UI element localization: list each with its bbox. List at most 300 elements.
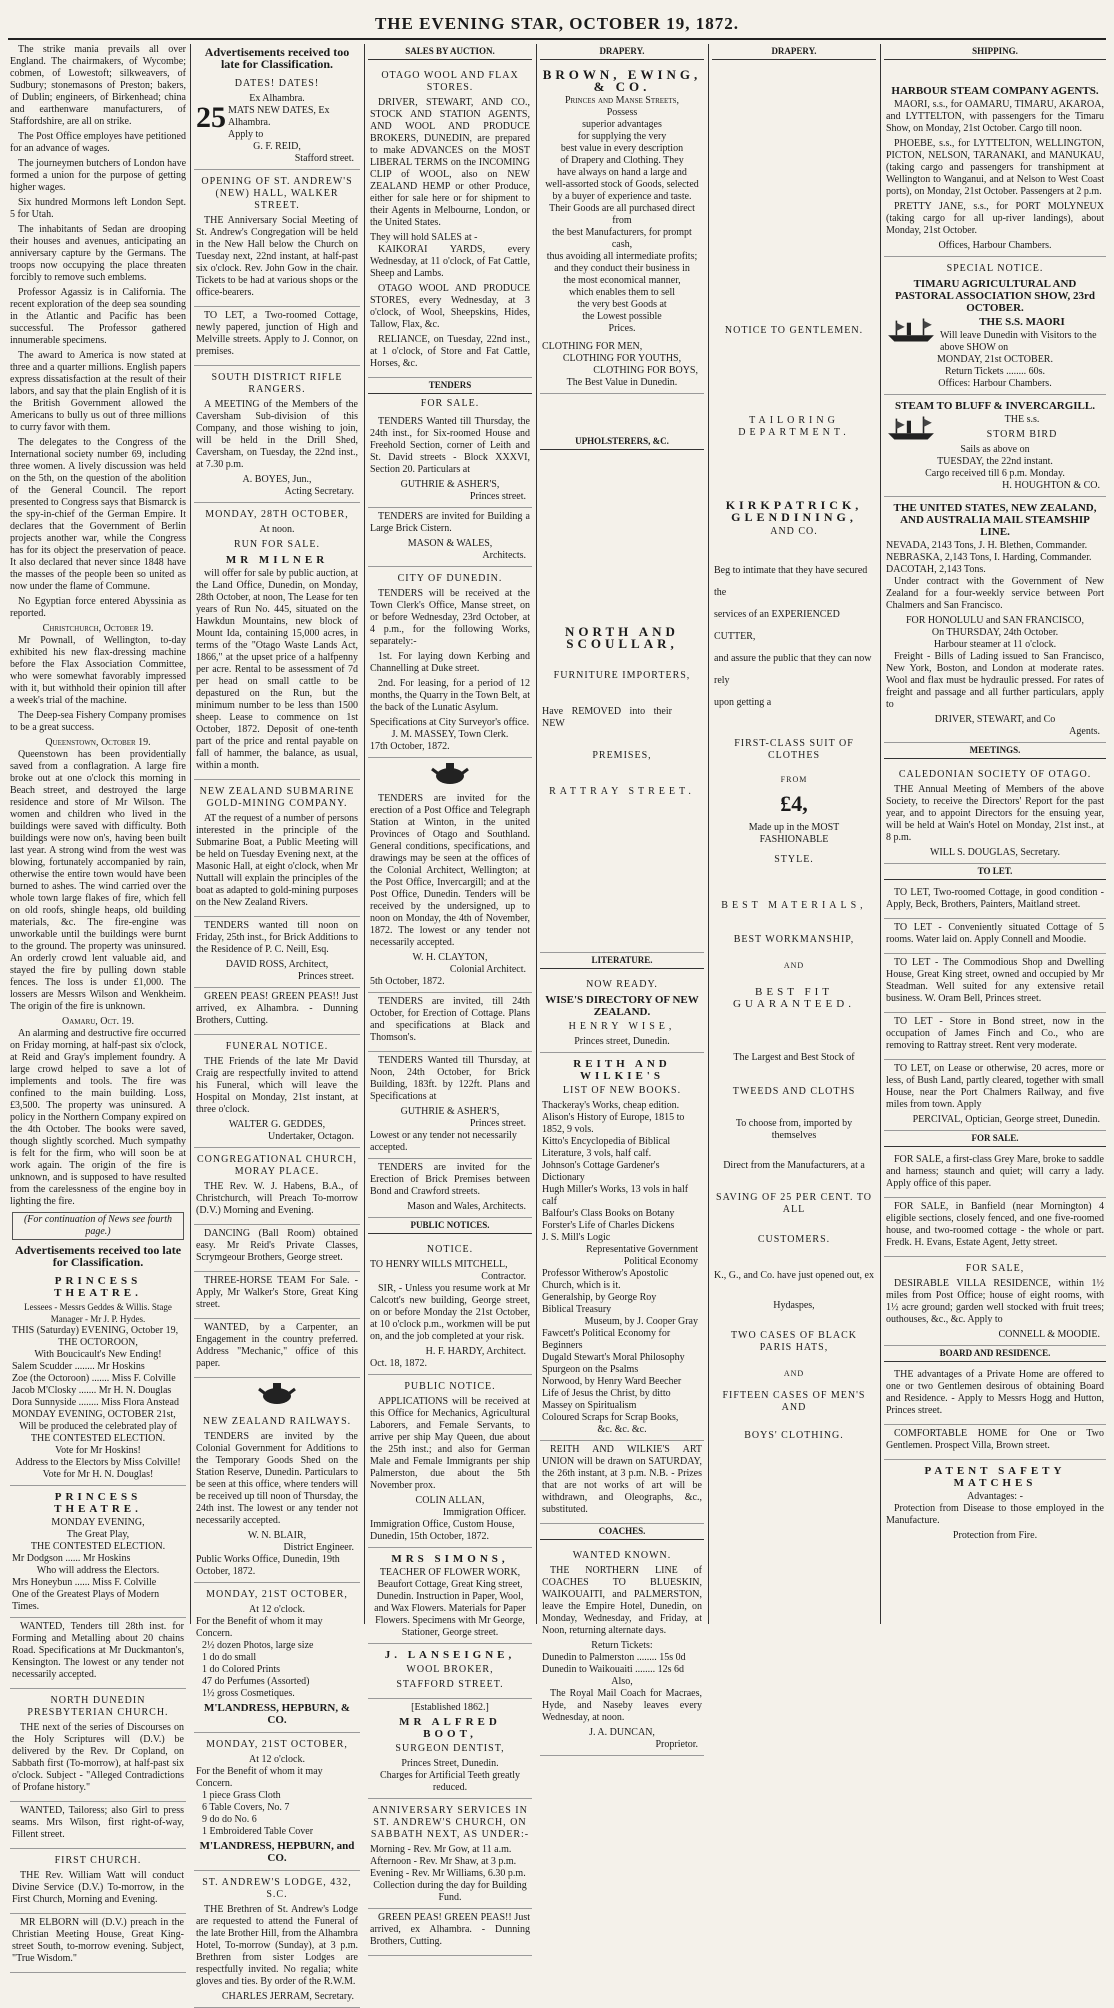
ad-text: FOR HONOLULU and SAN FRANCISCO, (905, 615, 1085, 626)
ad-line: Prices. (608, 323, 636, 334)
ad-sign: PERCIVAL, Optician, George street, Dunedin. (912, 1114, 1100, 1125)
ad-title: MR ALFRED BOOT, (399, 1716, 501, 1740)
ad-text: Have REMOVED into their NEW (542, 706, 672, 729)
list-item: 2nd. For leasing, for a period of 12 months, the Quarry in the Town Belt, at the back of the Lunatic Asylum. (370, 678, 530, 713)
ad-line: the Lowest possible (582, 311, 662, 322)
meeting-ad (194, 366, 360, 503)
list-item: Evening - Rev. Mr Williams, 6.30 p.m. (370, 1868, 526, 1879)
ad-text: APPLICATIONS will be received at this Office for Mechanics, Agricultural Laborers, and Female Servants, to arrive per ship May Queen, due about the 25th inst.; and also for German Male and Female Immigrants per ship Palmerston, due about the 5th November prox. (370, 1396, 530, 1491)
list-item: Massey on Spiritualism (542, 1400, 637, 1411)
column-divider (536, 44, 537, 1624)
wanted-ad (10, 1802, 186, 1849)
ad-line: Dora Sunnyside ........ Miss Flora Anstead (12, 1397, 179, 1408)
ad-sign: J. M. MASSEY, Town Clerk. (391, 729, 509, 740)
news-item: The journeymen butchers of London have formed a union for the purpose of getting higher wages. (10, 158, 187, 193)
ad-text: Under contract with the Government of New Zealand for a four-weekly service between Port Chalmers and San Francisco. (886, 576, 1104, 611)
ad-line: the most economical manner, (563, 275, 681, 286)
ad-line: Mr Dodgson ...... Mr Hoskins (12, 1553, 131, 1564)
ad-text: TENDERS will be received at the Town Clerk's Office, Manse street, on or before Wednesday, 23rd October, at 4 p.m., for the following Works, separately:- (370, 588, 530, 647)
list-item: 9 do do No. 6 (202, 1814, 257, 1825)
ad-line: CLOTHING FOR BOYS, (593, 365, 698, 376)
ad-text: TWO CASES OF BLACK PARIS HATS, (730, 1330, 858, 1353)
steamship-icon (886, 316, 936, 344)
board-ad (884, 1425, 1106, 1460)
ad-line: The Best Value in Dunedin. (566, 377, 678, 388)
ad-sign: W. N. BLAIR, (247, 1530, 307, 1541)
section-heading: Advertisements received too late for Classification. (14, 1243, 182, 1269)
section-heading: BOARD AND RESIDENCE. (884, 1346, 1106, 1362)
ad-text: CUSTOMERS. (757, 1234, 831, 1245)
ad-line: With Boucicault's New Ending! (34, 1349, 162, 1360)
list-item: Representative Government (586, 1244, 698, 1255)
ad-title: CONGREGATIONAL CHURCH, MORAY PLACE. (197, 1154, 357, 1177)
ad-text: TO LET - Store in Bond street, now in the occupation of James Finch and Co., who are removing to Rattray street. Rent very moderate. (886, 1016, 1104, 1051)
church-ad (10, 1849, 186, 1914)
ad-text: DACOTAH, 2,143 Tons. (886, 564, 986, 575)
news-item: The award to America is now stated at three and a quarter millions. English papers express dissatisfaction at the result of their labors, and say that the plain English of it is the British Government allowed the Americans to bully us out of three millions to curry favor with them. (10, 350, 186, 433)
ad-line: Will be produced the celebrated play of (19, 1421, 177, 1432)
to-let-ad (884, 884, 1106, 919)
news-item: No Egyptian force entered Abyssinia as reported. (10, 596, 186, 619)
ad-title: NEW ZEALAND SUBMARINE GOLD-MINING COMPANY. (199, 786, 355, 809)
ad-text: FOR SALE, in Banfield (near Mornington) 4 eligible sections, closely fenced, and one five-roomed house, and two-roomed cottage - the whole or part. Fredk. H. Evans, Estate Agent, Jetty street. (886, 1201, 1104, 1248)
list-item: Forster's Life of Charles Dickens (542, 1220, 675, 1231)
news-item: The delegates to the Congress of the International society number 69, including three women. A lively discussion was held on the 5th, on the question of the abolition of the General Council. The report presented to Congress says that Bismarck is the spy-in-chief of the German Empire. It declares that the Government of Berlin projects another war, while the Congress has for its object the preservation of peace. It also declared that never since 1848 have the masses of the people been so united as now under the flame of Commune. (10, 437, 186, 592)
ad-title: KIRKPATRICK, GLENDINING, (725, 498, 863, 524)
list-item: 1st. For laying down Kerbing and Channelling at Duke street. (370, 651, 530, 674)
section-heading: TENDERS (368, 378, 532, 394)
ad-line: Address to the Electors by Miss Colville! (15, 1457, 181, 1468)
ad-title: SOUTH DISTRICT RIFLE RANGERS. (211, 372, 343, 395)
ad-date: MONDAY, 21ST OCTOBER, (206, 1589, 348, 1600)
ad-text: The Largest and Best Stock of (733, 1052, 855, 1063)
ad-sign: CHARLES JERRAM, Secretary. (221, 1991, 354, 2002)
list-item: J. S. Mill's Logic (542, 1232, 611, 1243)
ad-line: THE OCTOROON, (58, 1337, 138, 1348)
ad-line: Possess (606, 107, 638, 118)
ad-text: MONDAY, 21st OCTOBER. (937, 354, 1053, 365)
ad-sign: WILL S. DOUGLAS, Secretary. (929, 847, 1061, 858)
ad-text: BEST MATERIALS, (721, 900, 867, 911)
ad-text: TENDERS are invited by the Colonial Government for Additions to the Temporary Goods Shed on the Station Reserve, Dunedin. Particulars to be seen at this office, where tenders will be received up till noon of Thursday, the 24th inst. The lowest or any tender not necessarily accepted. (196, 1431, 358, 1526)
ad-text: THE s.s. (1004, 414, 1040, 425)
ad-text: TO HENRY WILLS MITCHELL, (370, 1259, 508, 1270)
ad-line: superior advantages (582, 119, 662, 130)
ad-text: Princes Street, Dunedin. (401, 1758, 499, 1769)
ad-title: NOTICE TO GENTLEMEN. (724, 325, 864, 336)
list-item: Morning - Rev. Mr Gow, at 11 a.m. (370, 1844, 512, 1855)
wanted-ad (194, 1319, 360, 1378)
news-item: Queenstown has been providentially saved from a conflagration. A large fire broke out at one o'clock this morning in Beach street, and destroyed the large residence and store of Mr Wilson. The women and children who lived in the buildings were saved with difficulty. Both buildings were now on's, having been built last year. A strong wind from the west was blowing, fortunately accompanied by rain, otherwise the entire town would have been burned to ashes. The wind carried over the whole town large flakes of fire, which fell on old roofs, shingle heaps, old building materials, &c. The fire-engine was unworkable until the buildings were burnt to the ground. The property was uninsured. An orderly crowd lent valuable aid, and stayed the fire by pulling down stable fences. The loss is under £1,000. The lossers are Messrs Wilson and Wenkheim. The origin of the fire is unknown. (10, 749, 186, 1012)
tender-ad (368, 790, 532, 993)
ad-text: GREEN PEAS! GREEN PEAS!! Just arrived, ex Alhambra. - Dunning Brothers, Cutting. (196, 991, 358, 1026)
ad-text: WOOL BROKER, (406, 1664, 494, 1675)
ad-line: upon getting a (714, 697, 772, 708)
ad-sign: Offices, Harbour Chambers. (938, 240, 1052, 251)
ad-sign: DAVID ROSS, Architect, (225, 959, 329, 970)
ad-text: REITH AND WILKIE'S ART UNION will be drawn on SATURDAY, the 26th instant, at 3 p.m. N.B. - Prizes that are not works of art will be withdrawn, and Oleographs, &c., substituted. (542, 1444, 702, 1515)
ad-title: OPENING OF ST. ANDREW'S (NEW) HALL, WALKER STREET. (201, 176, 353, 211)
church-ad (10, 1914, 186, 1973)
ad-text: DESIRABLE VILLA RESIDENCE, within 1½ miles from Post Office; house of eight rooms, with 1½ acre ground; garden well stocked with fruit trees; outhouses, &c., &c. Apply to (886, 1278, 1104, 1325)
ad-text: THE advantages of a Private Home are offered to one or two Gentlemen desirous of obtaining Board and Residence. - Apply to Messrs Hogg and Hutton, Princes street. (886, 1369, 1104, 1416)
ad-line: Salem Scudder ........ Mr Hoskins (12, 1361, 145, 1372)
ad-title: NORTH AND SCOULLAR, (565, 624, 679, 651)
ad-title: FIRST CHURCH. (54, 1855, 142, 1866)
ad-text: BEST FIT GUARANTEED. (733, 986, 855, 1010)
ad-title: BROWN, EWING, & CO. (542, 67, 702, 94)
ad-title: WANTED KNOWN. (572, 1550, 672, 1561)
drapery-ad (540, 64, 704, 394)
list-item: 1 piece Grass Cloth (202, 1790, 281, 1801)
ad-sign: Agents. (1069, 726, 1100, 737)
church-ad (368, 1799, 532, 1909)
ad-text: The Royal Mail Coach for Macraes, Hyde, and Naseby leaves every Wednesday, at noon. (542, 1688, 702, 1723)
shipping-ad (884, 497, 1106, 743)
tender-ad (368, 993, 532, 1052)
list-item: 1 Embroidered Table Cover (202, 1826, 314, 1837)
ad-sign: Colonial Architect. (449, 964, 526, 975)
ad-text: TENDERS are invited for the Erection of Brick Premises between Bond and Crawford streets. (370, 1162, 530, 1197)
section-heading: SALES BY AUCTION. (368, 44, 532, 60)
ad-line: of Drapery and Clothing. They (560, 155, 684, 166)
ad-sign: CONNELL & MOODIE. (998, 1329, 1100, 1340)
news-item: An alarming and destructive fire occurred on Friday morning, at half-past six o'clock, at Reid and Gray's implement foundry. A large crowd helped to save a lot of implements and tools. The fire was confined to the main building. Loss, £3,500. The property was uninsured. A policy in the Northern Company expired on the 4th October. The books were saved, though slightly scorched. Much sympathy is felt for the firm, who will soon be at work again. The origin of the fire is unknown, and is supposed to have resulted from the carelessness of the engine boy in lighting the fire. (10, 1028, 186, 1207)
ad-text: At 12 o'clock. (249, 1604, 305, 1615)
theatre-ad (10, 1486, 186, 1618)
ad-text: Made up in the MOST FASHIONABLE (748, 822, 840, 845)
ad-title: ST. ANDREW'S LODGE, 432, S.C. (202, 1877, 352, 1900)
list-item: Kitto's Encyclopedia of Biblical Literature, 3 vols, half calf. (542, 1136, 671, 1159)
ad-title: THE UNITED STATES, NEW ZEALAND, AND AUSTRALIA MAIL STEAMSHIP LINE. (893, 502, 1097, 538)
ad-title: REITH AND WILKIE'S (573, 1058, 671, 1082)
news-item: Professor Agassiz is in California. The recent exploration of the deep sea sounding in the Atlantic and Pacific has been successful. The Professor gathered innumerable specimens. (10, 287, 186, 346)
section-heading: MEETINGS. (884, 743, 1106, 759)
list-item: 2½ dozen Photos, large size (202, 1640, 314, 1651)
list-item: 6 Table Covers, No. 7 (202, 1802, 290, 1813)
lodge-ad (194, 1871, 360, 2008)
ad-title: NEW ZEALAND RAILWAYS. (202, 1416, 352, 1427)
ad-text: TENDERS wanted till noon on Friday, 25th inst., for Brick Additions to the Residence of P. C. Neill, Esq. (196, 920, 358, 955)
ad-text: FIRST-CLASS SUIT OF CLOTHES (734, 738, 854, 761)
broker-ad (368, 1644, 532, 1699)
ad-text: THE NORTHERN LINE of COACHES TO BLUESKIN, WAIKOUAITI, and PALMERSTON, leave the Empire Hotel, Dunedin, on Monday, Wednesday, and Friday, at Noon, returning alternate days. (542, 1565, 702, 1636)
ad-title: WISE'S DIRECTORY OF NEW ZEALAND. (545, 994, 699, 1018)
ad-title: MR MILNER (225, 554, 329, 566)
tender-ad (368, 1159, 532, 1218)
ad-text: FOR SALE, a first-class Grey Mare, broke to saddle and harness; staunch and quiet; will carry a lady. Apply office of this paper. (886, 1154, 1104, 1189)
ad-line: CLOTHING FOR MEN, (542, 341, 643, 352)
ad-text: THE next of the series of Discourses on the Holy Scriptures will (D.V.) be delivered by the Rev. Dr Copland, on Sabbath first (To-morrow), at half-past six o'clock. Subject - "Alleged Contradictions of Profane history." (12, 1722, 184, 1793)
list-item: Coloured Scraps for Scrap Books, (542, 1412, 679, 1423)
ad-sign: A. BOYES, Jun., (242, 474, 312, 485)
art-union-ad (540, 1441, 704, 1524)
ad-line: THE CONTESTED ELECTION. (30, 1541, 166, 1552)
ad-text: They will hold SALES at - (370, 232, 478, 243)
ad-text: Harbour steamer at 11 o'clock. (933, 639, 1057, 650)
ad-text: MAORI, s.s., for OAMARU, TIMARU, AKAROA, and LYTTELTON, with passengers for the Timaru Show, on Monday, 21st October. Cargo till noon. (886, 99, 1104, 134)
section-heading: COACHES. (540, 1524, 704, 1540)
ad-text: BOYS' CLOTHING. (744, 1430, 844, 1441)
ad-text: For the Benefit of whom it may Concern. (196, 1616, 323, 1639)
ad-text: WANTED, Tailoress; also Girl to press seams. Mrs Wilson, first right-of-way, Fillent street. (12, 1805, 184, 1840)
ad-line: Mrs Honeybun ...... Miss F. Colville (12, 1577, 157, 1588)
ad-text: NOW READY. (586, 979, 658, 990)
ad-line: Zoe (the Octoroon) ....... Miss F. Colville (12, 1373, 176, 1384)
column-1 (10, 44, 187, 1964)
theatre-ad (10, 1270, 186, 1486)
list-item: Museum, by J. Cooper Gray (584, 1316, 698, 1327)
ad-text: FROM (780, 775, 808, 784)
sale-ad (884, 1151, 1106, 1198)
ad-line: services of an EXPERIENCED CUTTER, (714, 609, 840, 642)
ad-text: KAIKORAI YARDS, every Wednesday, at 11 o'clock, of Fat Cattle, Sheep and Lambs. (370, 244, 530, 279)
meeting-ad (884, 763, 1106, 864)
ad-text: Contractor. (481, 1271, 526, 1282)
masthead-rule (8, 38, 1106, 40)
ad-text: FIFTEEN CASES OF MEN'S AND (722, 1390, 866, 1413)
ad-text: Also, (611, 1676, 633, 1687)
ad-text: THE Rev. William Watt will conduct Divine Service (D.V.) To-morrow, in the First Church, Morning and Evening. (12, 1870, 184, 1905)
to-let-ad (884, 919, 1106, 954)
auction-ad (368, 64, 532, 378)
news-item: The inhabitants of Sedan are drooping their houses and avenues, anticipating an anniversary capture by the Germans. The troops now occupying the place threaten forcibly to remove such emblems. (10, 224, 186, 283)
tender-ad (10, 1618, 186, 1689)
ad-sign: MASON & WALES, (407, 538, 493, 549)
ad-sign: Immigration Officer. (442, 1507, 526, 1518)
auction-ad (194, 1583, 360, 1733)
ad-title: TIMARU AGRICULTURAL AND PASTORAL ASSOCIATION SHOW, 23rd OCTOBER. (894, 278, 1096, 314)
ad-title: CITY OF DUNEDIN. (397, 573, 503, 584)
ad-line: Their Goods are all purchased direct from (549, 203, 695, 226)
ad-text: TENDERS are invited for Building a Large Brick Cistern. (370, 511, 530, 534)
to-let-ad (884, 954, 1106, 1013)
ad-sign: DRIVER, STEWART, and Co (934, 714, 1056, 725)
news-item: The Deep-sea Fishery Company promises to be a great success. (10, 710, 186, 733)
tender-ad (368, 413, 532, 508)
ad-text: PREMISES, (592, 750, 652, 761)
ad-text: TO LET, a Two-roomed Cottage, newly papered, junction of High and Melville streets. Apply to J. Connor, on premises. (196, 310, 358, 357)
ad-text: At 12 o'clock. (249, 1754, 305, 1765)
railways-ad (194, 1410, 360, 1583)
ad-sign: Oct. 18, 1872. (370, 1358, 427, 1369)
ad-title: TAILORING DEPARTMENT. (738, 415, 850, 438)
ad-text: AND (783, 961, 805, 970)
ad-sign: HENRY WISE, (568, 1021, 676, 1032)
tailor-ad (712, 64, 876, 1449)
to-let-ad (884, 1060, 1106, 1131)
ad-title: DATES! DATES! (234, 78, 320, 89)
ad-title: THE S.S. MAORI (979, 316, 1065, 328)
auction-ad (194, 503, 360, 780)
ad-title: RUN FOR SALE. (233, 539, 321, 550)
dentist-ad (368, 1699, 532, 1799)
list-item: Biblical Treasury (542, 1304, 612, 1315)
book-ad (540, 973, 704, 1053)
ad-text: THE Brethren of St. Andrew's Lodge are requested to attend the Funeral of the late Brother Hill, from the Alhambra Hotel, To-morrow (Sunday), at 3 p.m. Brethren from sister Lodges are respectfully invited. No regalia; white gloves and ties. By order of the R.W.M. (196, 1904, 358, 1987)
ad-text: TO LET, on Lease or otherwise, 20 acres, more or less, of Bush Land, partly cleared, together with small House, near the Port Chalmers Railway, and five miles from town. Apply (886, 1063, 1104, 1110)
ad-text: Princes and Manse Streets, (564, 95, 680, 106)
tender-ad (368, 508, 532, 567)
section-heading: FOR SALE. (884, 1131, 1106, 1147)
tender-ad (368, 567, 532, 758)
dates-ad (194, 72, 360, 170)
list-item: Political Economy (623, 1256, 698, 1267)
ad-title: PRINCESS THEATRE. (54, 1491, 142, 1515)
ad-title: PUBLIC NOTICE. (404, 1381, 496, 1392)
ad-sign: Undertaker, Octagon. (268, 1131, 354, 1142)
ad-text: will offer for sale by public auction, at the Land Office, Dunedin, on Monday, 28th October, at noon, The Lease for ten years of Run No. 445, situated on the Hawkdun Mountains, new block of Mount Ida, containing 15,000 acres, in terms of the "Otago Waste Lands Act, 1866," at the upset price of a halfpenny per acre. Rental to be assessment of 7d per head on small cattle to be depastured on the Run, but the minimum number to be less than 1500 sheep. Lease to commence on 1st October, 1872. Deposit of one-tenth part of the price and rental payable on fall of hammer, the balance, as usual, within a month. (196, 568, 358, 771)
church-ad (10, 1689, 186, 1802)
ad-text: TO LET, Two-roomed Cottage, in good condition - Apply, Beck, Brothers, Painters, Maitland street. (886, 887, 1104, 910)
ad-text: PRETTY JANE, s.s., for PORT MOLYNEUX (taking cargo for all up-river landings), about Monday, 21st October. (886, 201, 1104, 236)
ad-sign: 5th October, 1872. (370, 976, 445, 987)
list-item: 1 do Colored Prints (202, 1664, 281, 1675)
ad-text: MR ELBORN will (D.V.) preach in the Christian Meeting House, Great King-street South, to-morrow evening. Subject, "True Wisdom." (12, 1917, 184, 1964)
ad-line: Vote for Mr H. N. Douglas! (42, 1469, 154, 1480)
ad-title: PRINCESS THEATRE. (54, 1275, 142, 1299)
ad-text: NEVADA, 2143 Tons, J. H. Blethen, Commander. (886, 540, 1088, 551)
masthead: THE EVENING STAR, OCTOBER 19, 1872. (374, 14, 740, 33)
section-heading: TO LET. (884, 864, 1106, 880)
ad-text: Will leave Dunedin with Visitors to the above SHOW on (940, 330, 1097, 353)
ad-line: Jacob M'Closky ....... Mr H. N. Douglas (12, 1385, 172, 1396)
column-divider (708, 44, 709, 1624)
notice-ad (368, 1238, 532, 1375)
news-item: Mr Pownall, of Wellington, to-day exhibited his new flax-dressing machine before the Flax Association Committee, who were somewhat favorably impressed with it, but withhold their opinion till after a week's trial of the machine. (10, 635, 186, 706)
ad-text: K., G., and Co. have just opened out, ex (714, 1270, 874, 1281)
ad-text: Return Tickets ........ 60s. (944, 366, 1045, 377)
section-heading: LITERATURE. (540, 953, 704, 969)
section-heading: UPHOLSTERERS, &C. (540, 434, 704, 450)
section-heading: PUBLIC NOTICES. (368, 1218, 532, 1234)
column-2 (194, 44, 360, 2002)
ad-text: OTAGO WOOL AND PRODUCE STORES, every Wednesday, at 3 o'clock, of Wool, Sheepskins, Hides, Tallow, Flax, &c. (370, 283, 530, 330)
ad-text: RATTRAY STREET. (549, 786, 695, 797)
column-divider (880, 44, 881, 1624)
ad-text: [Established 1862.] (411, 1702, 489, 1713)
column-3 (368, 44, 532, 1947)
ad-sign: Acting Secretary. (284, 486, 354, 497)
ad-line: well-assorted stock of Goods, selected (545, 179, 699, 190)
ad-text: Protection from Disease to those employed in the Manufacture. (886, 1503, 1104, 1526)
ad-line: THIS (Saturday) EVENING, October 19, (12, 1325, 179, 1336)
ad-text: DANCING (Ball Room) obtained easy. Mr Reid's Private Classes, Scrymgeour Brothers, George street. (196, 1228, 358, 1263)
ad-sign: District Engineer. (283, 1542, 354, 1553)
produce-ad (194, 988, 360, 1035)
ad-sign: 17th October, 1872. (370, 741, 450, 752)
ad-text: WANTED, by a Carpenter, an Engagement in the country preferred. Address "Mechanic," office of this paper. (196, 1322, 358, 1369)
ad-text: Advantages: - (967, 1491, 1023, 1502)
ad-line: which enables them to sell (568, 287, 676, 298)
ad-title: ANNIVERSARY SERVICES IN ST. ANDREW'S CHURCH, ON SABBATH NEXT, AS UNDER:- (370, 1805, 530, 1840)
matches-ad (884, 1460, 1106, 1546)
meeting-ad (194, 780, 360, 917)
news-item: The strike mania prevails all over England. The chairmakers, of Wycombe; cobmen, of Lowestoft; silkweavers, of Sudbury; stonemasons of Preston; bakers, of Dublin; engineers, of Birkenhead; china and earthenware manufacturers, of Staffordshire, are all on strike. (10, 44, 186, 127)
ad-text: AND (783, 1369, 805, 1378)
ad-text: Lessees - Messrs Geddes & Willis. Stage Manager - Mr J. P. Hydes. (24, 1302, 172, 1324)
ad-line: the very best Goods at (577, 299, 667, 310)
column-5 (712, 44, 876, 1624)
ad-number: 25 (196, 101, 226, 134)
list-item: 1½ gross Cosmetiques. (202, 1688, 295, 1699)
ad-title: M'LANDRESS, HEPBURN, & CO. (203, 1702, 351, 1726)
ad-title: MRS SIMONS, (391, 1553, 509, 1565)
ad-title: FOR SALE, (965, 1263, 1025, 1274)
ad-sign: H. HOUGHTON & CO. (1002, 480, 1100, 491)
ad-line: CLOTHING FOR YOUTHS, (562, 353, 682, 364)
ad-text: Ex Alhambra. (249, 93, 305, 104)
auction-ad (194, 1733, 360, 1871)
ad-text: MATS NEW DATES, Ex Alhambra. (228, 105, 330, 128)
ad-sign: Offices: Harbour Chambers. (938, 378, 1052, 389)
to-let-ad (194, 307, 360, 366)
list-item: &c. &c. &c. (597, 1424, 647, 1435)
ad-text: For the Benefit of whom it may Concern. (196, 1766, 323, 1789)
ad-sign: Immigration Office, Custom House, Dunedin, 15th October, 1872. (370, 1519, 515, 1542)
shipping-ad (884, 64, 1106, 257)
ad-text: STYLE. (774, 854, 814, 865)
ad-line: MONDAY EVENING, OCTOBER 21st, (12, 1409, 176, 1420)
column-divider (364, 44, 365, 1624)
ad-text: Lowest or any tender not necessarily accepted. (370, 1130, 517, 1153)
ad-title: STEAM TO BLUFF & INVERCARGILL. (895, 400, 1095, 412)
ad-sign: W. H. CLAYTON, (412, 952, 488, 963)
notice-ad (368, 1375, 532, 1548)
ad-title: FOR SALE. (420, 398, 480, 409)
shipping-ad (884, 257, 1106, 395)
section-heading: Advertisements received too late for Classification. (204, 45, 350, 71)
ad-text: Freight - Bills of Lading issued to San Francisco, New York, Boston, and London at moderate rates. Wool and flax must be hydraulic pressed. For rates of freight and passage and all further particulars, apply to (886, 651, 1104, 710)
ad-text: COMFORTABLE HOME for One or Two Gentlemen. Prospect Villa, Brown street. (886, 1428, 1104, 1451)
ad-line: for supplying the very (577, 131, 667, 142)
dateline: Queenstown, October 19. (45, 737, 151, 748)
ad-text: TO LET - The Commodious Shop and Dwelling House, Great King street, owned and occupied by Mr Steadman. Well suited for any extensive retail business. W. Oram Bell, Princes street. (886, 957, 1104, 1004)
ad-text: Specifications at City Surveyor's office. (370, 717, 530, 728)
ad-date: MONDAY, 21ST OCTOBER, (206, 1739, 348, 1750)
news-item: Six hundred Mormons left London Sept. 5 for Utah. (10, 197, 186, 220)
section-heading: DRAPERY. (540, 44, 704, 60)
funeral-ad (194, 1035, 360, 1148)
ad-text: BEST WORKMANSHIP, (733, 934, 855, 945)
ad-text: Cargo received till 6 p.m. Monday. (925, 468, 1065, 479)
continuation-note: (For continuation of News see fourth page.) (12, 1212, 184, 1240)
list-item: 47 do Perfumes (Assorted) (202, 1676, 310, 1687)
list-item: Alison's History of Europe, 1815 to 1852, 9 vols. (542, 1112, 685, 1135)
ad-text: A MEETING of the Members of the Caversham Sub-division of this Company, and those wishing to join, will be held in the Drill Shed, Caversham, on Tuesday, the 22nd inst., at 7.30 p.m. (196, 399, 358, 470)
dancing-ad (194, 1225, 360, 1272)
ad-text: On THURSDAY, 24th October. (931, 627, 1059, 638)
ad-text: Charges for Artificial Teeth greatly reduced. (380, 1770, 520, 1793)
ad-text: TENDERS Wanted till Thursday, the 24th inst., for Six-roomed House and Freehold Section, corner of Leith and St. David streets - Block XXXVI, Section 20. Particulars at (370, 416, 530, 475)
sale-ad (194, 1272, 360, 1319)
ad-sign: Mason and Wales, Architects. (407, 1201, 526, 1212)
list-item: Dugald Stewart's Moral Philosophy (542, 1352, 685, 1363)
steamship-icon (886, 414, 936, 442)
coach-ad (540, 1544, 704, 1756)
list-item: Hugh Miller's Works, 13 vols in half calf (542, 1184, 689, 1207)
column-6 (884, 44, 1106, 1624)
ad-text: To choose from, imported by themselves (735, 1118, 853, 1141)
ad-text: TUESDAY, the 22nd instant. (937, 456, 1053, 467)
list-item: Professor Witherow's Apostolic Church, which is it. (542, 1268, 669, 1291)
ad-text: Sails as above on (960, 444, 1030, 455)
ad-line: Who will address the Electors. (36, 1565, 160, 1576)
ad-text: SURGEON DENTIST, (395, 1743, 505, 1754)
ad-sign: Public Works Office, Dunedin, 19th October, 1872. (196, 1554, 340, 1577)
ad-title: PATENT SAFETY MATCHES (924, 1465, 1066, 1489)
tender-ad (368, 1052, 532, 1159)
